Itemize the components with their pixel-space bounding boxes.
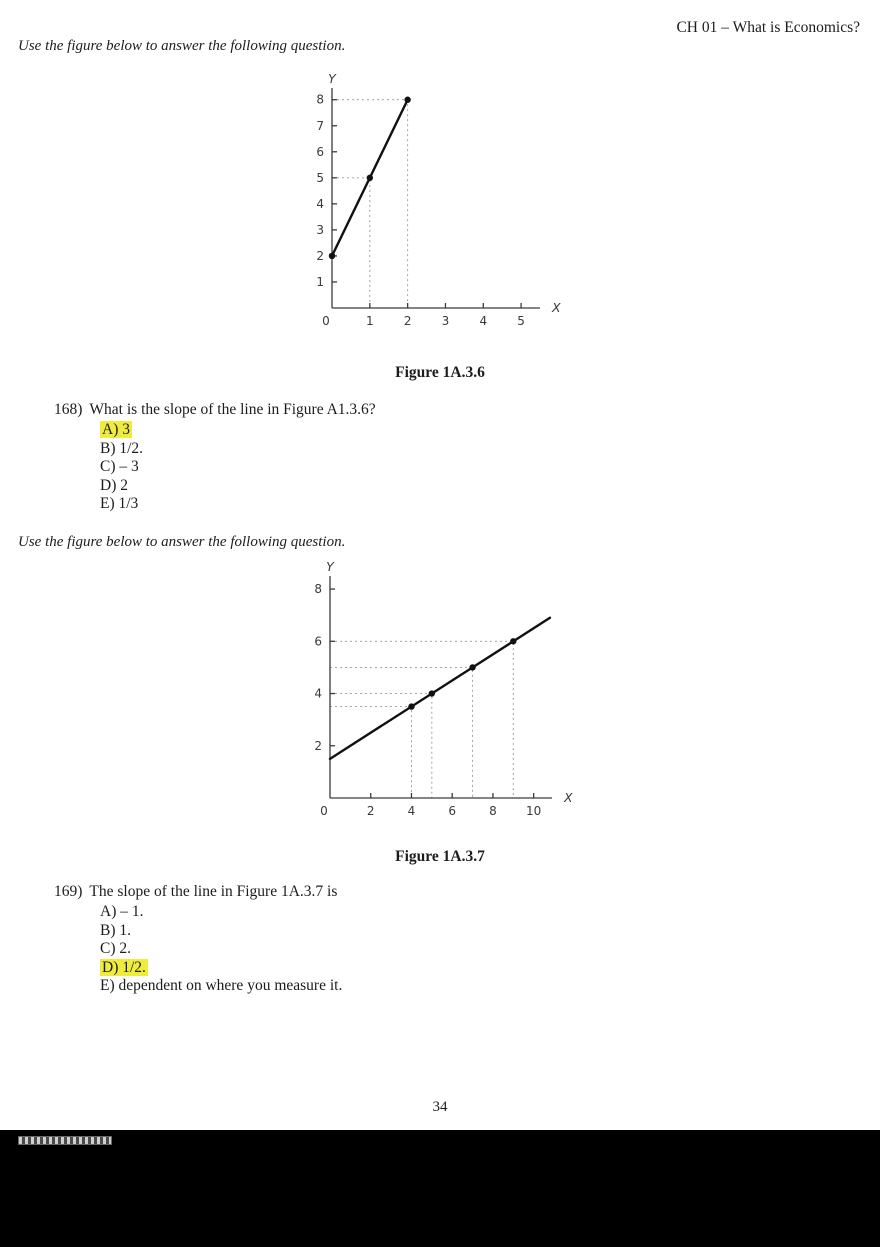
question-number: 168) bbox=[54, 401, 83, 418]
svg-text:8: 8 bbox=[489, 804, 497, 818]
svg-text:2: 2 bbox=[314, 738, 322, 753]
question-169 bbox=[54, 883, 342, 996]
svg-text:0: 0 bbox=[322, 314, 330, 328]
svg-text:Y: Y bbox=[328, 71, 336, 86]
answer-option bbox=[100, 977, 342, 996]
svg-text:6: 6 bbox=[314, 634, 322, 649]
svg-text:3: 3 bbox=[441, 314, 450, 328]
answer-option-text: E) dependent on where you measure it. bbox=[100, 977, 343, 995]
answer-option-text: C) 2. bbox=[100, 940, 131, 958]
svg-text:5: 5 bbox=[517, 314, 525, 328]
question-168 bbox=[54, 401, 376, 514]
svg-text:4: 4 bbox=[479, 314, 488, 328]
svg-text:8: 8 bbox=[316, 92, 324, 107]
svg-text:X: X bbox=[552, 300, 561, 315]
svg-text:2: 2 bbox=[403, 314, 412, 328]
svg-text:4: 4 bbox=[407, 804, 416, 818]
figure-1a36 bbox=[298, 71, 570, 339]
svg-text:2: 2 bbox=[366, 804, 375, 818]
answer-option bbox=[100, 940, 342, 959]
answer-option-text: A) – 1. bbox=[100, 903, 144, 920]
answer-option bbox=[100, 903, 342, 922]
answer-option-text: B) 1. bbox=[100, 921, 131, 939]
svg-text:0: 0 bbox=[320, 804, 328, 818]
figure-1a36-chart bbox=[298, 71, 570, 334]
answer-option-text: A) 3 bbox=[102, 421, 130, 438]
answer-option-text: D) 2 bbox=[100, 476, 128, 494]
svg-text:8: 8 bbox=[314, 582, 322, 597]
svg-text:X: X bbox=[564, 790, 573, 805]
answer-option bbox=[100, 959, 342, 978]
figure-1a37 bbox=[296, 559, 582, 829]
figure-1a37-chart bbox=[296, 559, 582, 824]
answer-option-text: E) 1/3 bbox=[100, 495, 139, 513]
svg-text:1: 1 bbox=[316, 274, 324, 289]
svg-text:10: 10 bbox=[526, 804, 542, 818]
figure-caption-1: Figure 1A.3.6 bbox=[395, 364, 485, 381]
figure-caption-2: Figure 1A.3.7 bbox=[395, 848, 485, 865]
question-number: 169) bbox=[54, 883, 83, 900]
answer-option bbox=[100, 922, 342, 941]
svg-text:6: 6 bbox=[316, 144, 324, 159]
answer-option bbox=[100, 440, 376, 459]
question-168-line bbox=[54, 401, 376, 419]
svg-text:4: 4 bbox=[316, 196, 324, 211]
svg-text:1: 1 bbox=[365, 314, 374, 328]
answer-options-168 bbox=[100, 421, 376, 514]
answer-option-text: D) 1/2. bbox=[102, 958, 146, 976]
svg-text:5: 5 bbox=[316, 170, 324, 185]
answer-option-text: C) – 3 bbox=[100, 458, 139, 476]
answer-option bbox=[100, 458, 376, 477]
svg-text:4: 4 bbox=[314, 686, 322, 701]
letterbox-band bbox=[0, 1130, 880, 1247]
answer-option bbox=[100, 477, 376, 496]
instruction-text-2: Use the figure below to answer the following question. bbox=[18, 534, 346, 550]
page-number: 34 bbox=[432, 1099, 448, 1115]
page-header-title: CH 01 – What is Economics? bbox=[676, 19, 860, 36]
instruction-text-1: Use the figure below to answer the following question. bbox=[18, 38, 346, 54]
answer-option bbox=[100, 421, 376, 440]
svg-text:Y: Y bbox=[326, 559, 334, 574]
svg-text:6: 6 bbox=[448, 804, 457, 818]
svg-text:3: 3 bbox=[316, 222, 324, 237]
question-text: What is the slope of the line in Figure A1.3.6? bbox=[89, 401, 376, 418]
answer-option-text: B) 1/2. bbox=[100, 439, 144, 457]
question-169-line bbox=[54, 883, 342, 901]
question-text: The slope of the line in Figure 1A.3.7 is bbox=[89, 883, 338, 900]
answer-options-169 bbox=[100, 903, 342, 996]
horizontal-scrollbar-fragment[interactable] bbox=[18, 1136, 112, 1145]
svg-text:2: 2 bbox=[316, 248, 324, 263]
svg-text:7: 7 bbox=[316, 118, 324, 133]
answer-option bbox=[100, 495, 376, 514]
